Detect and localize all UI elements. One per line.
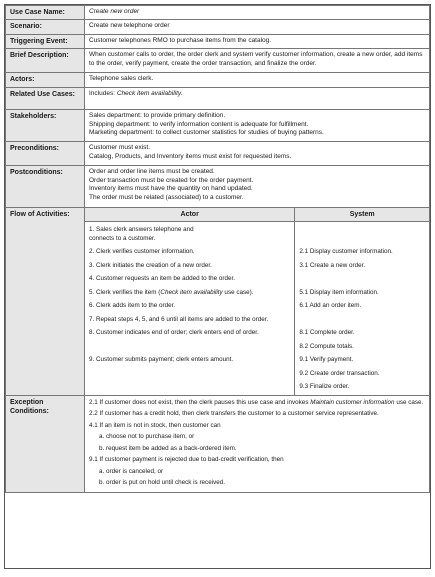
system-step: [295, 287, 429, 301]
flow-step-row: [85, 327, 429, 354]
row-postconditions: [6, 165, 430, 207]
use-case-table: [5, 5, 430, 493]
system-step: [295, 222, 429, 247]
system-step-text: 2.1 Display customer information.: [299, 248, 393, 256]
stakeholder-item: Shipping department: to verify information content is adequate for fulfillment.: [89, 120, 309, 128]
flow-step-row: [85, 222, 429, 247]
actor-step: [85, 300, 295, 314]
flow-step-row: [85, 273, 429, 287]
exception-text: 2.1 If customer does not exist, then the clerk pauses this use case and invokes: [89, 398, 311, 406]
row-flow-of-activities: [6, 207, 430, 395]
stakeholder-item: Sales department: to provide primary definition.: [89, 111, 226, 119]
preconditions-value: [85, 141, 430, 165]
precondition-item: Catalog, Products, and Inventory items must exist for requested items.: [89, 152, 292, 160]
actor-step-text: 2. Clerk verifies customer information.: [89, 248, 195, 256]
flow-header-row: [85, 208, 429, 222]
related-use-cases-label: Related Use Cases:: [6, 87, 85, 109]
postcondition-item: Order transaction must be created for the order payment.: [89, 176, 254, 184]
system-step-text: 9.3 Finalize order.: [299, 383, 350, 391]
row-brief-description: [6, 49, 430, 73]
postcondition-item: The order must be related (associated) to a customer.: [89, 194, 244, 202]
actor-step-post: use case).: [222, 288, 254, 296]
precondition-item: Customer must exist.: [89, 143, 151, 151]
exception-subitem: a. order is canceled, or: [99, 467, 164, 475]
system-step: [295, 354, 429, 395]
flow-step-row: [85, 354, 429, 395]
postcondition-item: Inventory items must have the quantity on hand updated.: [89, 185, 253, 193]
actor-step: [85, 287, 295, 301]
system-step: [295, 314, 429, 328]
exception-item: [89, 398, 425, 410]
actor-step: [85, 327, 295, 354]
use-case-name-value: Create new order: [85, 6, 430, 20]
row-related-use-cases: [6, 87, 430, 109]
exception-subitem: b. request item be added as a back-ordered item.: [99, 444, 237, 452]
actor-step-pre: 5. Clerk verifies the item (: [89, 288, 161, 296]
preconditions-label: Preconditions:: [6, 141, 85, 165]
flow-of-activities-label: Flow of Activities:: [6, 207, 85, 395]
flow-step-row: [85, 246, 429, 260]
related-use-cases-value: [85, 87, 430, 109]
system-step-text: 9.2 Create order transaction.: [299, 369, 380, 377]
system-step-text: 9.1 Verify payment.: [299, 356, 354, 364]
actor-step: [85, 222, 295, 247]
row-scenario: [6, 20, 430, 34]
actor-step-text: [89, 287, 290, 301]
actor-step: [85, 260, 295, 274]
stakeholders-label: Stakeholders:: [6, 109, 85, 141]
actor-step: [85, 314, 295, 328]
exception-use-case-ref: Maintain customer information: [310, 398, 395, 406]
exception-conditions-value: [85, 395, 430, 492]
actor-step: [85, 246, 295, 260]
postconditions-value: [85, 165, 430, 207]
row-stakeholders: [6, 109, 430, 141]
actors-value: Telephone sales clerk.: [85, 73, 430, 87]
flow-step-row: [85, 314, 429, 328]
actor-step-text: 1. Sales clerk answers telephone and connects to a customer.: [89, 226, 194, 242]
flow-step-row: [85, 260, 429, 274]
postconditions-label: Postconditions:: [6, 165, 85, 207]
system-step: [295, 327, 429, 354]
actor-step-text: 7. Repeat steps 4, 5, and 6 until all items are added to the order.: [89, 315, 269, 323]
flow-table: [85, 208, 429, 395]
exception-item: 2.2 If customer has a credit hold, then clerk transfers the customer to a customer service representative.: [89, 410, 379, 418]
triggering-event-value: Customer telephones RMO to purchase items from the catalog.: [85, 34, 430, 48]
flow-of-activities-cell: [85, 207, 430, 395]
actor-step-text: 3. Clerk initiates the creation of a new order.: [89, 261, 212, 269]
system-step-text: 5.1 Display item information.: [299, 288, 379, 296]
exception-item: 9.1 If customer payment is rejected due to bad-credit verification, then: [89, 456, 284, 464]
row-preconditions: [6, 141, 430, 165]
system-step: [295, 246, 429, 260]
exception-item: 4.1 If an item is not in stock, then customer can: [89, 421, 221, 429]
system-step: [295, 300, 429, 314]
scenario-value: Create new telephone order: [85, 20, 430, 34]
brief-description-value: When customer calls to order, the order clerk and system verify customer information, create a new order, add items to the order, verify payment, create the order transaction, and finalize the order.: [85, 49, 430, 73]
row-triggering-event: [6, 34, 430, 48]
actor-step-text: 6. Clerk adds item to the order.: [89, 302, 176, 310]
triggering-event-label: Triggering Event:: [6, 34, 85, 48]
system-column-header: System: [295, 208, 429, 222]
postcondition-item: Order and order line items must be created.: [89, 167, 215, 175]
actor-step: [85, 354, 295, 395]
scenario-label: Scenario:: [6, 20, 85, 34]
stakeholder-item: Marketing department: to collect customer statistics for studies of buying patterns.: [89, 129, 324, 137]
actor-step-text: 4. Customer requests an item be added to the order.: [89, 275, 235, 283]
system-step-text: 8.2 Compute totals.: [299, 342, 354, 350]
system-step-text: 8.1 Complete order.: [299, 329, 355, 337]
system-step: [295, 273, 429, 287]
row-use-case-name: [6, 6, 430, 20]
actor-column-header: Actor: [85, 208, 295, 222]
brief-description-label: Brief Description:: [6, 49, 85, 73]
actors-label: Actors:: [6, 73, 85, 87]
actor-step-text: 9. Customer submits payment; clerk enters amount.: [89, 356, 234, 364]
exception-conditions-label: Exception Conditions:: [6, 395, 85, 492]
actor-step: [85, 273, 295, 287]
system-step-text: 6.1 Add an order item.: [299, 302, 362, 310]
flow-step-row: [85, 287, 429, 301]
use-case-name-label: Use Case Name:: [6, 6, 85, 20]
related-use-cases-prefix: Includes:: [89, 89, 116, 97]
exception-subitem: b. order is put on hold until check is received.: [99, 479, 226, 487]
system-step: [295, 260, 429, 274]
actor-step-use-case-ref: Check item availability: [160, 288, 223, 296]
system-step-text: 3.1 Create a new order.: [299, 261, 366, 269]
exception-text: use case.: [394, 398, 424, 406]
related-use-cases-link: Check item availability.: [116, 89, 183, 97]
row-actors: [6, 73, 430, 87]
exception-subitem: a. choose not to purchase item, or: [99, 433, 195, 441]
actor-step-text: 8. Customer indicates end of order; clerk enters end of order.: [89, 329, 259, 337]
row-exception-conditions: [6, 395, 430, 492]
flow-step-row: [85, 300, 429, 314]
stakeholders-value: [85, 109, 430, 141]
use-case-document: [4, 4, 431, 569]
